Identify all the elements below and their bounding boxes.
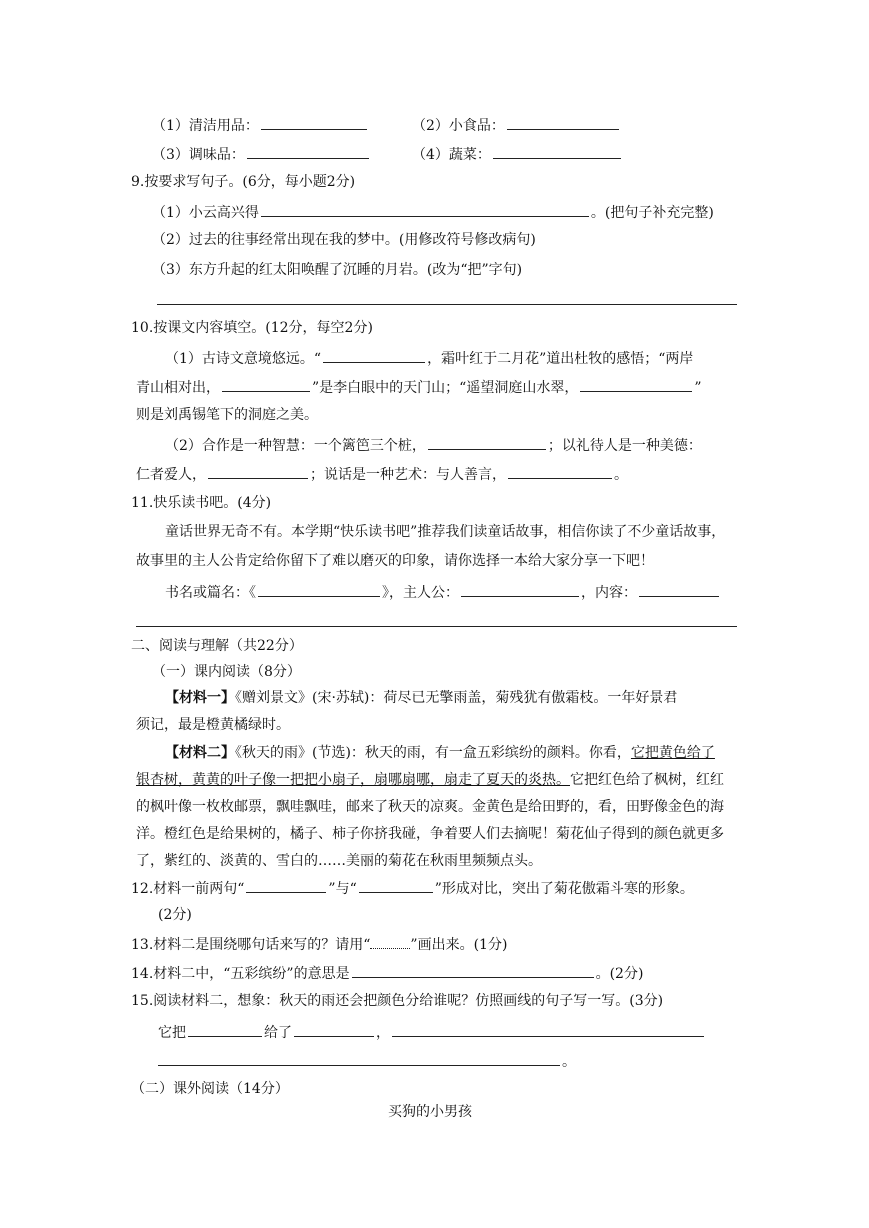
q13-line: 13.材料二是围绕哪句话来写的？请用“ ”画出来。(1分): [131, 933, 507, 953]
answer-blank[interactable]: [508, 463, 612, 479]
answer-blank[interactable]: [580, 376, 692, 392]
wavy-underline-mark: [370, 933, 410, 949]
material-2-line-2: 银杏树，黄黄的叶子像一把把小扇子，扇哪扇哪，扇走了夏天的炎热。它把红色给了枫树，红红: [136, 772, 724, 788]
answer-line[interactable]: [136, 626, 737, 627]
q14-line: 14.材料二中，“五彩缤纷”的意思是 。(2分): [131, 962, 643, 982]
material-2-line-1: 【材料二】《秋天的雨》(节选)：秋天的雨，有一盒五彩缤纷的颜料。你看，它把黄色给了: [165, 745, 715, 761]
content-blank[interactable]: [639, 581, 719, 597]
q15-title: 15.阅读材料二，想象：秋天的雨还会把颜色分给谁呢？仿照画线的句子写一写。(3分): [131, 993, 664, 1009]
q10-line-4: （2）合作是一种智慧：一个篱笆三个桩， ；以礼待人是一种美德：: [165, 434, 702, 454]
answer-blank[interactable]: [208, 463, 308, 479]
answer-blank[interactable]: [158, 1050, 560, 1066]
material-2-line-3: 的枫叶像一枚枚邮票，飘哇飘哇，邮来了秋天的凉爽。金黄色是给田野的，看，田野像金色的海: [136, 799, 724, 815]
material-2-line-5: 了，紫红的、淡黄的、雪白的……美丽的菊花在秋雨里频频点头。: [136, 853, 542, 869]
q15-line-1: 它把 给了 ，: [158, 1021, 706, 1041]
q8-item-2: （2）小食品：: [412, 114, 621, 134]
answer-blank[interactable]: [246, 877, 326, 893]
q11-para-1: 童话世界无奇不有。本学期“快乐读书吧”推荐我们读童话故事，相信你读了不少童话故事，: [165, 524, 726, 540]
q12-line-1: 12.材料一前两句“ ”与“ ”形成对比，突出了菊花傲霜斗寒的形象。: [131, 877, 694, 897]
answer-blank[interactable]: [493, 143, 621, 159]
material-1-line-1: 【材料一】《赠刘景文》(宋·苏轼)：荷尽已无擎雨盖，菊残犹有傲霜枝。一年好景君: [165, 690, 678, 706]
q8-item-3: （3）调味品：: [152, 143, 371, 163]
q10-title: 10.按课文内容填空。(12分，每空2分): [131, 320, 373, 336]
answer-blank[interactable]: [261, 114, 367, 130]
answer-blank[interactable]: [222, 376, 310, 392]
story-title: 买狗的小男孩: [388, 1104, 472, 1120]
q10-line-1: （1）古诗文意境悠远。“ ，霜叶红于二月花”道出杜牧的感悟；“两岸: [165, 347, 693, 367]
q10-line-5: 仁者爱人， ；说话是一种艺术：与人善言， 。: [136, 463, 628, 483]
answer-blank[interactable]: [352, 962, 594, 978]
book-title-blank[interactable]: [258, 581, 380, 597]
answer-blank[interactable]: [323, 347, 425, 363]
answer-blank[interactable]: [261, 201, 589, 217]
answer-blank[interactable]: [507, 114, 619, 130]
answer-blank[interactable]: [188, 1021, 262, 1037]
answer-blank[interactable]: [392, 1021, 704, 1037]
answer-line[interactable]: [157, 304, 737, 305]
q10-line-2: 青山相对出， ”是李白眼中的天门山；“遥望洞庭山水翠， ”: [136, 376, 702, 396]
protagonist-blank[interactable]: [461, 581, 579, 597]
material-2-line-4: 洋。橙红色是给果树的，橘子、柿子你挤我碰，争着要人们去摘呢！菊花仙子得到的颜色就更多: [136, 826, 724, 842]
q15-line-2: 。: [158, 1050, 576, 1070]
subsection-1-title: （一）课内阅读（8分）: [152, 664, 301, 680]
material-1-line-2: 须记，最是橙黄橘绿时。: [136, 717, 290, 733]
q11-title: 11.快乐读书吧。(4分): [131, 495, 272, 511]
q11-para-2: 故事里的主人公肯定给你留下了难以磨灭的印象，请你选择一本给大家分享一下吧！: [136, 553, 654, 569]
q10-line-3: 则是刘禹锡笔下的洞庭之美。: [136, 407, 318, 423]
answer-blank[interactable]: [294, 1021, 374, 1037]
answer-blank[interactable]: [247, 143, 369, 159]
answer-blank[interactable]: [359, 877, 433, 893]
q12-points: (2分): [158, 907, 192, 923]
answer-blank[interactable]: [428, 434, 546, 450]
subsection-2-title: （二）课外阅读（14分）: [131, 1081, 289, 1097]
q11-fields: 书名或篇名：《 》，主人公： ，内容：: [165, 581, 721, 601]
q9-title: 9.按要求写句子。(6分，每小题2分): [131, 174, 356, 190]
q8-item-4: （4）蔬菜：: [412, 143, 623, 163]
q8-item-1: （1）清洁用品：: [152, 114, 369, 134]
q9-sentence-3: （3）东方升起的红太阳唤醒了沉睡的月岩。(改为“把”字句): [152, 262, 523, 278]
q9-sentence-1: （1）小云高兴得 。(把句子补充完整): [152, 201, 714, 221]
q9-sentence-2: （2）过去的往事经常出现在我的梦中。(用修改符号修改病句): [152, 232, 536, 248]
section-2-title: 二、阅读与理解（共22分）: [131, 638, 303, 654]
